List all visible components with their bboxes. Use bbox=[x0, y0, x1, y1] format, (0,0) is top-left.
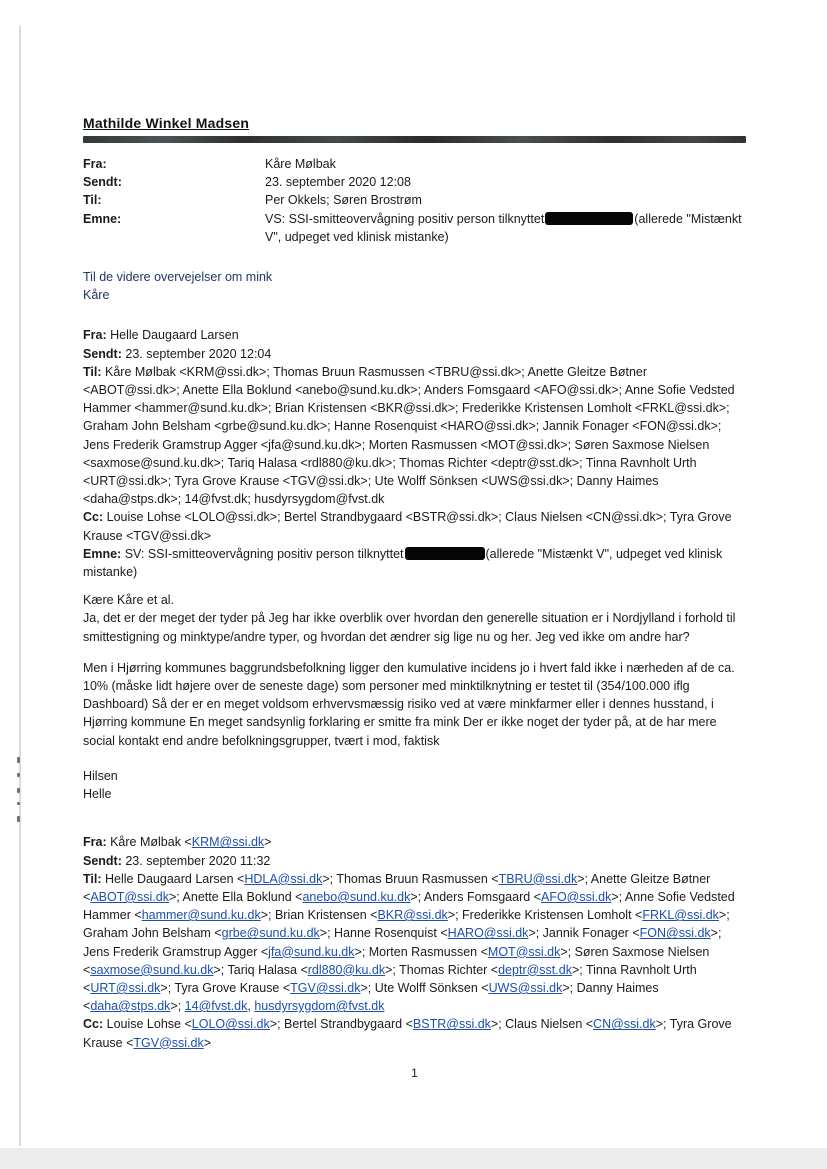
from-label: Fra: bbox=[83, 328, 107, 343]
email-link[interactable]: husdyrsygdom@fvst.dk bbox=[254, 999, 385, 1014]
from-value: Helle Daugaard Larsen bbox=[110, 328, 239, 343]
header-divider-bar bbox=[83, 136, 746, 143]
text-segment: >; Anne Sofie Vedsted Hammer < bbox=[83, 889, 735, 923]
email-link[interactable]: KRM@ssi.dk bbox=[191, 835, 265, 850]
email1-subject-line bbox=[83, 545, 746, 581]
email-link[interactable]: TGV@ssi.dk bbox=[290, 980, 361, 995]
text-segment: >; Hanne Rosenquist < bbox=[319, 926, 448, 941]
text-segment: >; Jens Frederik Gramstrup Agger < bbox=[83, 926, 722, 959]
email-link[interactable]: TGV@ssi.dk bbox=[133, 1035, 204, 1050]
cc-label: Cc: bbox=[83, 510, 104, 525]
email1-signoff bbox=[83, 767, 746, 803]
subject-value bbox=[265, 210, 746, 246]
forward-note-line1: Til de videre overvejelser om mink bbox=[83, 270, 273, 285]
email-link[interactable]: hammer@sund.ku.dk bbox=[141, 908, 261, 923]
text-segment: > bbox=[203, 1035, 212, 1050]
forward-note-line2: Kåre bbox=[83, 288, 110, 303]
email-link[interactable]: CN@ssi.dk bbox=[593, 1017, 656, 1032]
printout-owner-name: Mathilde Winkel Madsen bbox=[83, 115, 250, 131]
text-segment: >; Claus Nielsen < bbox=[490, 1017, 594, 1032]
email-link[interactable]: BSTR@ssi.dk bbox=[412, 1017, 491, 1032]
sent-value: 23. september 2020 12:08 bbox=[265, 175, 411, 190]
to-label: Til: bbox=[83, 364, 102, 379]
email1-cc-line bbox=[83, 508, 746, 544]
scan-artifact bbox=[17, 773, 20, 777]
email1-paragraph-2: Men i Hjørring kommunes baggrundsbefolkning ligger den kumulative incidens jo i hvert fald ikke i nærheden af de ca. 10% (måske lidt højere over de seneste dage) som personer med minktilknytning er testet til (354/100.000 iflg Dashboard) Så der er en meget voldsom erhvervsmæssig risiko ved at være minkfarmer eller i dennes husstand, i Hjørring kommune En meget sandsynlig forklaring er smitte fra mink Der er ikke noget der tyder på, at de har mere social kontakt end andre befolkningsgrupper, tvært i mod, faktisk bbox=[83, 660, 735, 748]
to-value: Per Okkels; Søren Brostrøm bbox=[265, 193, 422, 208]
forward-note bbox=[83, 268, 746, 304]
scan-artifact bbox=[17, 757, 20, 763]
text-segment: 23. september 2020 11:32 bbox=[125, 853, 271, 868]
email2-from-line bbox=[83, 833, 746, 851]
from-label: Fra: bbox=[83, 157, 107, 171]
email1-sent-line bbox=[83, 345, 746, 363]
to-value: Kåre Mølbak <KRM@ssi.dk>; Thomas Bruun Rasmussen <TBRU@ssi.dk>; Anette Gleitze Bøtner <ABOT@ssi.dk>; Anette Ella Boklund <anebo@sund.ku.dk>; Anders Fomsgaard <AFO@ssi.dk>; Anne Sofie Vedsted Hammer <hammer@sund.ku.dk>; Brian Kristensen <BKR@ssi.dk>; Frederikke Kristensen Lomholt <FRKL@ssi.dk>; Graham John Belsham <grbe@sund.ku.dk>; Hanne Rosenquist <HARO@ssi.dk>; Jannik Fonager <FON@ssi.dk>; Jens Frederik Gramstrup Agger <jfa@sund.ku.dk>; Morten Rasmussen <MOT@ssi.dk>; Søren Saxmose Nielsen <saxmose@sund.ku.dk>; Tariq Halasa <rdl880@ku.dk>; Thomas Richter <deptr@sst.dk>; Tinna Ravnholt Urth <URT@ssi.dk>; Tyra Grove Krause <TGV@ssi.dk>; Ute Wolff Sönksen <UWS@ssi.dk>; Danny Haimes <daha@stps.dk>; 14@fvst.dk; husdyrsygdom@fvst.dk bbox=[83, 364, 735, 507]
text-segment: >; Søren Saxmose Nielsen < bbox=[83, 944, 710, 977]
text-segment: > bbox=[264, 835, 272, 850]
email-link[interactable]: URT@ssi.dk bbox=[90, 980, 161, 995]
email-link[interactable]: deptr@sst.dk bbox=[498, 962, 572, 977]
subject-text-after: (allerede "Mistænkt V", udpeget ved klinisk mistanke) bbox=[83, 546, 723, 580]
quoted-email-1-header bbox=[83, 326, 746, 581]
text-segment: Til: bbox=[83, 871, 105, 886]
email-link[interactable]: FRKL@ssi.dk bbox=[642, 908, 719, 923]
quoted-email-2-header bbox=[83, 833, 746, 1051]
redaction-bar bbox=[405, 547, 485, 560]
text-segment: >; Thomas Richter < bbox=[385, 962, 499, 977]
subject-text-before: SV: SSI-smitteovervågning positiv person tilknyttet bbox=[124, 546, 404, 561]
text-segment: Louise Lohse < bbox=[106, 1017, 192, 1032]
email-link[interactable]: FON@ssi.dk bbox=[639, 926, 711, 941]
signoff-name: Helle bbox=[83, 787, 112, 802]
text-segment: >; Bertel Strandbygaard < bbox=[269, 1017, 413, 1032]
text-segment: Fra: bbox=[83, 835, 111, 850]
email-link[interactable]: daha@stps.dk bbox=[90, 999, 171, 1014]
text-segment: >; Jannik Fonager < bbox=[528, 926, 640, 941]
email2-sent-line bbox=[83, 852, 746, 870]
text-segment: >; Brian Kristensen < bbox=[260, 908, 378, 923]
text-segment: Cc: bbox=[83, 1017, 107, 1032]
text-segment: >; Frederikke Kristensen Lomholt < bbox=[447, 908, 643, 923]
email-link[interactable]: saxmose@sund.ku.dk bbox=[90, 962, 214, 977]
email-link[interactable]: MOT@ssi.dk bbox=[487, 944, 561, 959]
text-segment: >; bbox=[170, 999, 185, 1014]
subject-label: Emne: bbox=[83, 211, 122, 226]
scan-artifact bbox=[17, 802, 20, 805]
text-segment: , bbox=[247, 999, 255, 1014]
from-value: Kåre Mølbak bbox=[265, 157, 336, 171]
text-segment: >; Tyra Grove Krause < bbox=[160, 980, 291, 995]
page-number: 1 bbox=[411, 1065, 418, 1080]
text-segment: >; Thomas Bruun Rasmussen < bbox=[322, 871, 499, 886]
email-link[interactable]: BKR@ssi.dk bbox=[377, 908, 448, 923]
text-segment: Helle Daugaard Larsen < bbox=[105, 871, 245, 886]
scan-artifact bbox=[17, 788, 20, 793]
cc-value: Louise Lohse <LOLO@ssi.dk>; Bertel Strandbygaard <BSTR@ssi.dk>; Claus Nielsen <CN@ssi.dk>; Tyra Grove Krause <TGV@ssi.dk> bbox=[83, 510, 732, 543]
email1-from-line bbox=[83, 326, 746, 344]
subject-label: Emne: bbox=[83, 546, 122, 561]
text-segment: Sendt: bbox=[83, 853, 126, 868]
top-message-header bbox=[83, 155, 746, 246]
email-link[interactable]: AFO@ssi.dk bbox=[540, 889, 612, 904]
text-segment: >; Graham John Belsham < bbox=[83, 908, 730, 941]
email-link[interactable]: HDLA@ssi.dk bbox=[244, 871, 323, 886]
email1-to-line bbox=[83, 363, 746, 509]
text-segment: >; Tyra Grove Krause < bbox=[83, 1017, 732, 1050]
text-segment: >; Morten Rasmussen < bbox=[354, 944, 488, 959]
email-link[interactable]: grbe@sund.ku.dk bbox=[221, 926, 320, 941]
scan-edge-artifact bbox=[19, 26, 21, 1146]
email-link[interactable]: TBRU@ssi.dk bbox=[498, 871, 578, 886]
email-link[interactable]: rdl880@ku.dk bbox=[307, 962, 386, 977]
text-segment: >; Ute Wolff Sönksen < bbox=[360, 980, 489, 995]
subject-text-after: (allerede "Mistænkt V", udpeget ved klinisk mistanke) bbox=[265, 211, 742, 244]
email-link[interactable]: HARO@ssi.dk bbox=[447, 926, 529, 941]
text-segment: >; Tinna Ravnholt Urth < bbox=[83, 962, 697, 995]
scan-artifact bbox=[17, 816, 20, 822]
email-link[interactable]: ABOT@ssi.dk bbox=[90, 889, 169, 904]
text-segment: >; Anette Gleitze Bøtner < bbox=[83, 871, 711, 904]
text-segment: >; Tariq Halasa < bbox=[213, 962, 308, 977]
text-segment: >; Anders Fomsgaard < bbox=[410, 889, 541, 904]
email-link[interactable]: UWS@ssi.dk bbox=[488, 980, 563, 995]
email-link[interactable]: anebo@sund.ku.dk bbox=[302, 889, 411, 904]
scan-bottom-shadow bbox=[0, 1148, 827, 1169]
redaction-bar bbox=[545, 212, 633, 225]
email-link[interactable]: 14@fvst.dk bbox=[184, 999, 248, 1014]
email1-body bbox=[83, 591, 746, 646]
text-segment: >; Anette Ella Boklund < bbox=[169, 889, 303, 904]
signoff-word: Hilsen bbox=[83, 768, 118, 783]
sent-label: Sendt: bbox=[83, 346, 122, 361]
subject-text-before: VS: SSI-smitteovervågning positiv person tilknyttet bbox=[265, 211, 545, 226]
email2-to-line bbox=[83, 870, 746, 1016]
email1-paragraph-1: Ja, det er der meget der tyder på Jeg har ikke overblik over hvordan den generelle situation er i Nordjylland i forhold til smittestigning og minktype/andre typer, og hvordan det ændrer sig lige nu og her. Jeg ved ikke om andre har? bbox=[83, 611, 736, 644]
to-label: Til: bbox=[83, 193, 102, 208]
text-segment: Kåre Mølbak < bbox=[110, 835, 192, 850]
email-printout bbox=[83, 114, 746, 1082]
sent-value: 23. september 2020 12:04 bbox=[125, 346, 272, 361]
email-link[interactable]: LOLO@ssi.dk bbox=[191, 1017, 270, 1032]
email-link[interactable]: jfa@sund.ku.dk bbox=[268, 944, 355, 959]
text-segment: >; Danny Haimes < bbox=[83, 980, 659, 1014]
email2-cc-line bbox=[83, 1015, 746, 1051]
email1-greeting: Kære Kåre et al. bbox=[83, 593, 175, 608]
sent-label: Sendt: bbox=[83, 175, 122, 190]
